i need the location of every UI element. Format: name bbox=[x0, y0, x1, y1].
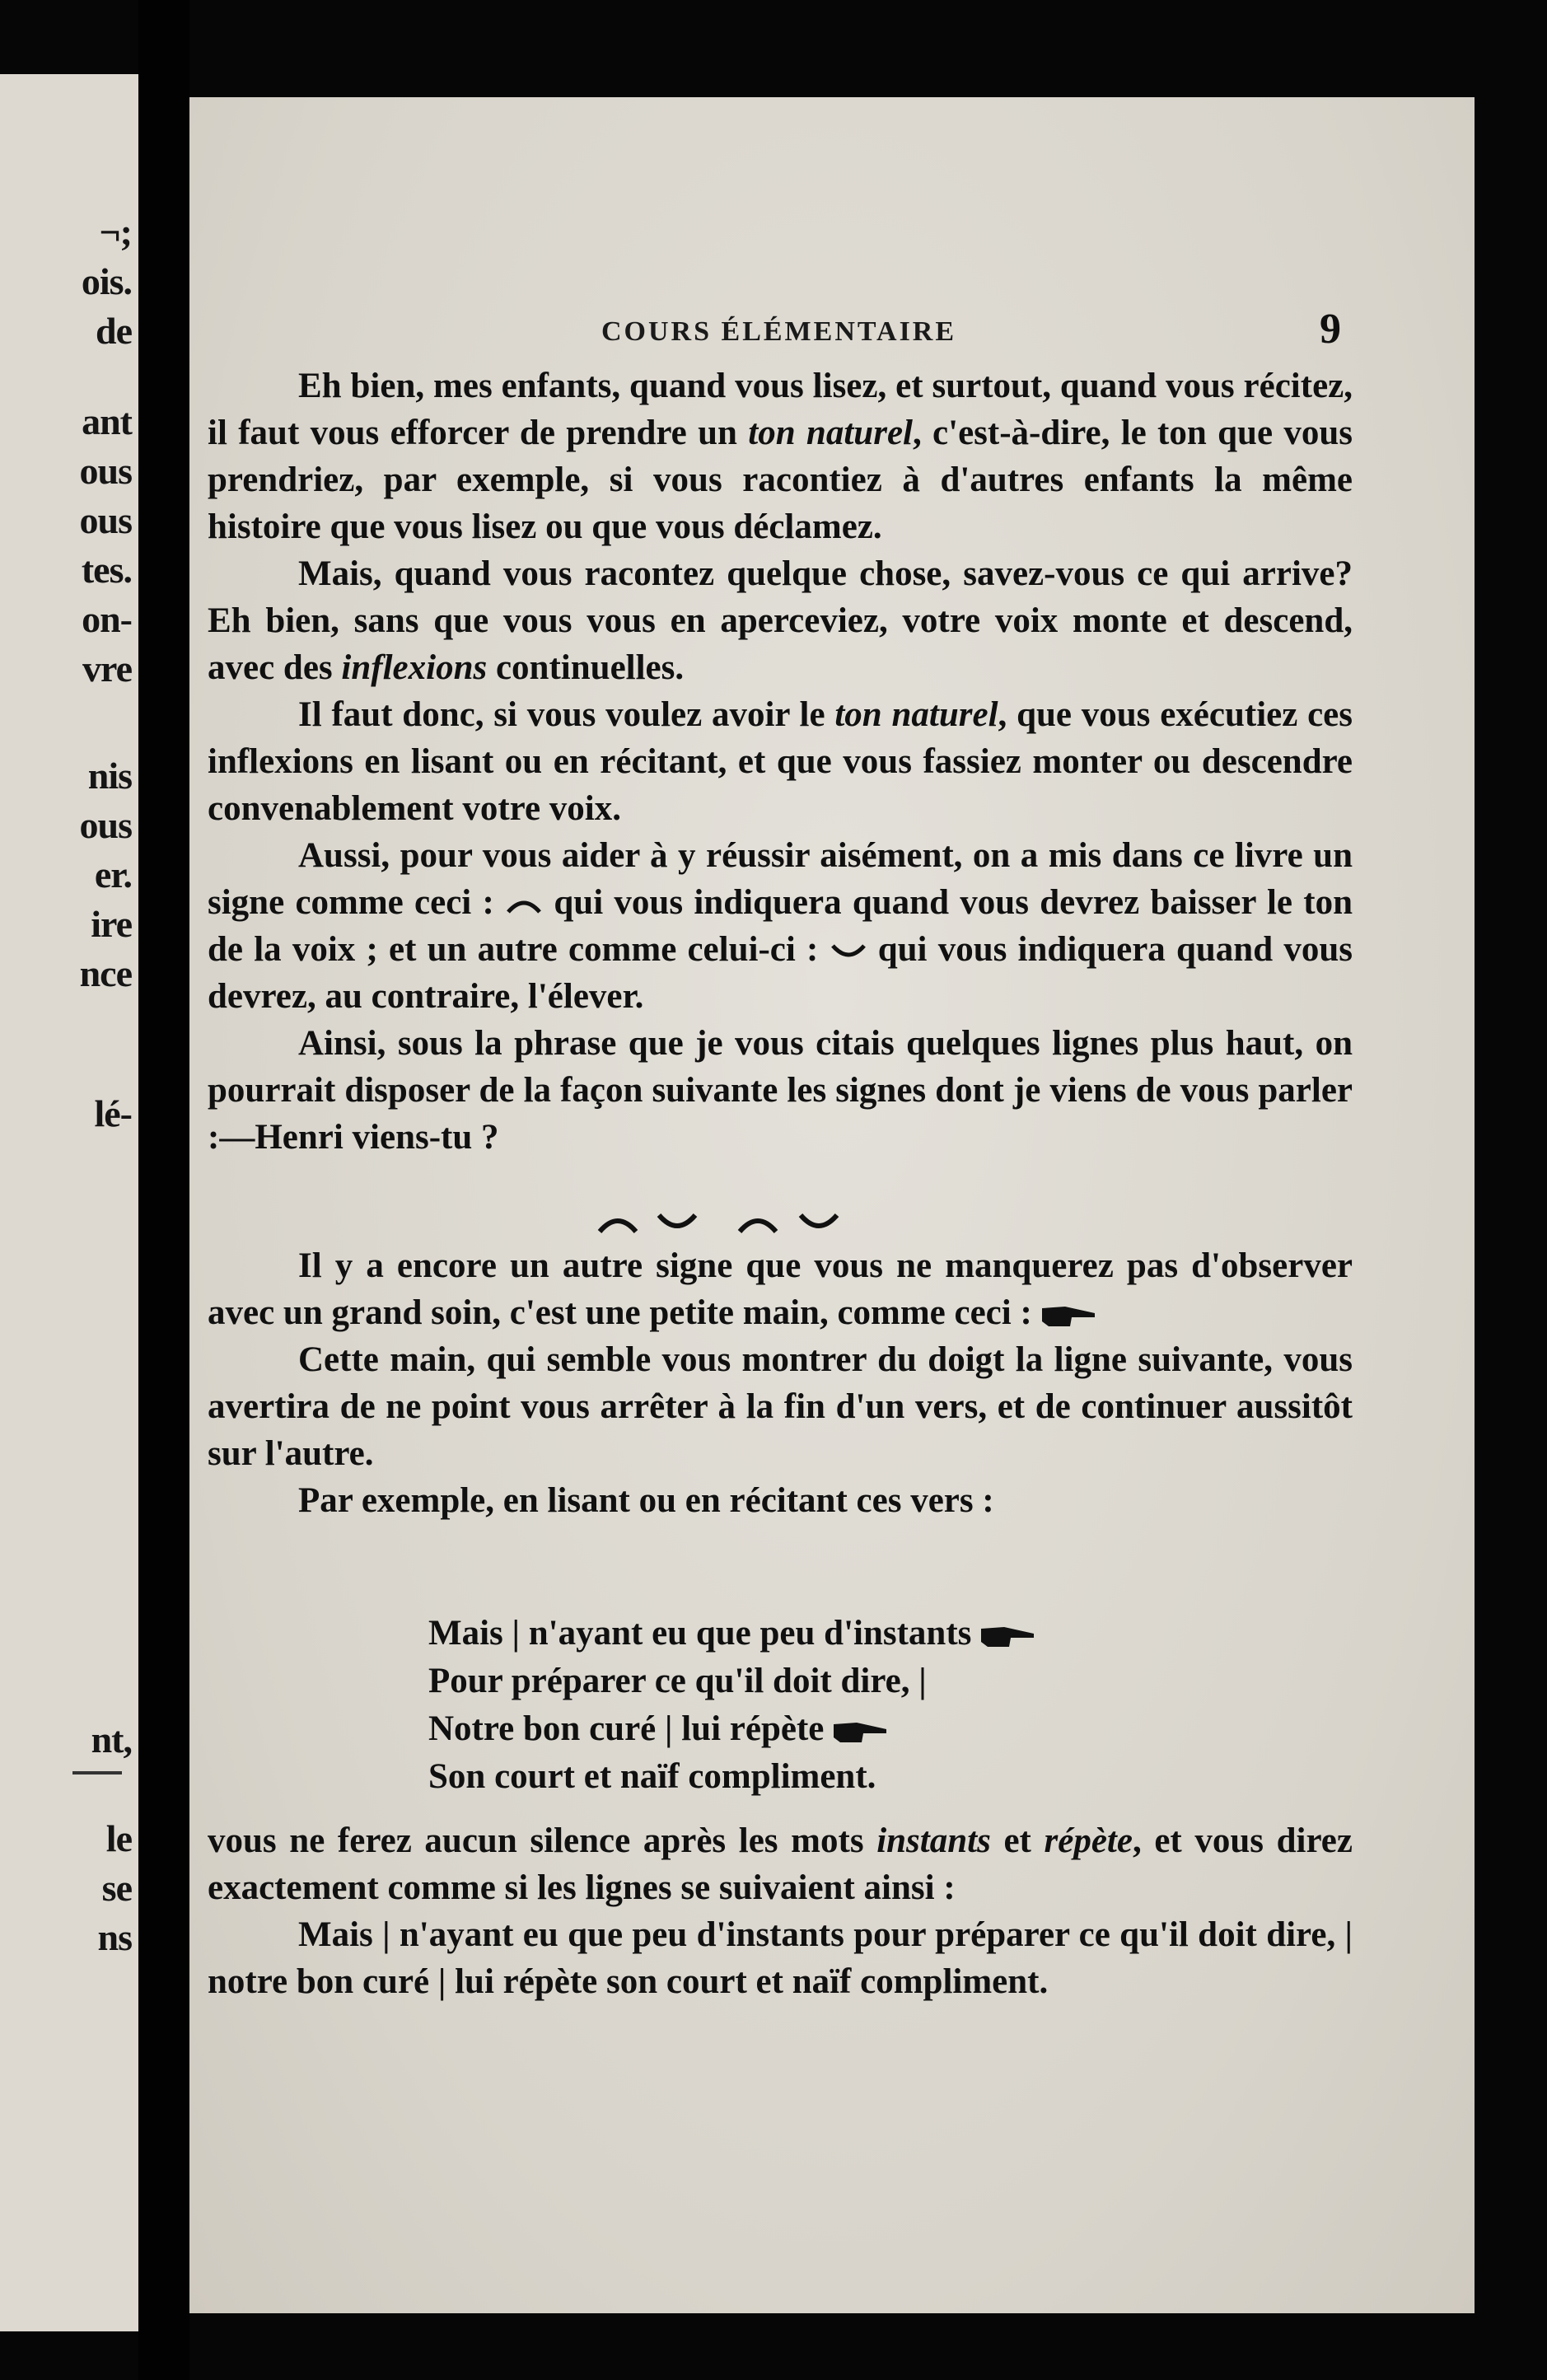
text-run: qui vous indiquera quand vous devrez, au contraire, l'élever. bbox=[208, 930, 1353, 1016]
paragraph: Mais | n'ayant eu que peu d'instants pour préparer ce qu'il doit dire, | notre bon curé | lui répète son court et naïf compliment. bbox=[208, 1915, 1353, 2001]
margin-fragment: er. bbox=[94, 853, 132, 895]
paragraph bbox=[208, 691, 1353, 832]
paragraph bbox=[208, 550, 1353, 691]
book-gutter bbox=[138, 0, 189, 2380]
margin-fragment: ous bbox=[79, 804, 132, 846]
paragraph bbox=[208, 362, 1353, 550]
text-run: Notre bon curé | lui répète bbox=[428, 1709, 825, 1748]
text-run: vous ne ferez aucun silence après les mots bbox=[208, 1821, 877, 1860]
margin-fragment: nt, bbox=[91, 1718, 132, 1760]
paragraph: Par exemple, en lisant ou en récitant ces vers : bbox=[298, 1481, 994, 1520]
italic-term: ton naturel bbox=[748, 414, 913, 452]
margin-fragment: ant bbox=[82, 400, 132, 442]
margin-fragment: nce bbox=[79, 952, 132, 994]
paragraph bbox=[208, 1817, 1353, 1911]
pointing-hand-icon bbox=[979, 1622, 1037, 1650]
text-run: Mais, quand vous racontez quelque chose, savez-vous ce qui arrive? Eh bien, sans que vous vous en aperceviez, votre voix monte et descend, avec des bbox=[208, 554, 1353, 687]
text-run: Eh bien, mes enfants, quand vous lisez, et surtout, quand vous récitez, il faut vous efforcer de prendre un bbox=[208, 367, 1353, 452]
pointing-hand-icon bbox=[1040, 1302, 1098, 1330]
margin-fragment: ous bbox=[79, 499, 132, 541]
margin-fragment: ns bbox=[97, 1916, 132, 1958]
page-number: 9 bbox=[1320, 306, 1341, 353]
running-title: COURS ÉLÉMENTAIRE bbox=[601, 316, 957, 347]
page-header bbox=[189, 306, 1475, 359]
margin-fragment: on- bbox=[82, 598, 132, 640]
inflexion-signs-row bbox=[593, 1207, 865, 1244]
margin-rule bbox=[72, 1771, 122, 1774]
inflexion-signs-icon bbox=[593, 1207, 865, 1240]
body-text-block-3 bbox=[208, 1817, 1353, 2005]
text-run: Il faut donc, si vous voulez avoir le bbox=[298, 695, 835, 734]
body-text-block-1 bbox=[208, 362, 1353, 1161]
text-run: continuelles. bbox=[487, 648, 685, 687]
book-page bbox=[189, 97, 1475, 2313]
margin-fragment: de bbox=[96, 310, 132, 352]
text-run: Aussi, pour vous aider à y réussir aisément, on a mis dans ce livre un signe comme ceci : bbox=[208, 836, 1353, 922]
paragraph bbox=[208, 832, 1353, 1020]
text-run: et bbox=[990, 1821, 1045, 1860]
margin-fragment: ¬; bbox=[99, 211, 132, 253]
arc-up-sign-icon bbox=[830, 942, 867, 962]
body-text-block-2 bbox=[208, 1242, 1353, 1524]
margin-fragment: se bbox=[101, 1867, 132, 1909]
pointing-hand-icon bbox=[832, 1718, 890, 1746]
margin-fragment: lé- bbox=[94, 1092, 132, 1134]
margin-fragment: le bbox=[105, 1817, 132, 1859]
italic-term: ton naturel bbox=[834, 695, 998, 734]
paragraph: Cette main, qui semble vous montrer du doigt la ligne suivante, vous avertira de ne point vous arrêter à la fin d'un vers, et de continuer aussitôt sur l'autre. bbox=[208, 1340, 1353, 1473]
margin-fragment: vre bbox=[82, 648, 132, 690]
arc-down-sign-icon bbox=[505, 895, 543, 915]
italic-term: instants bbox=[876, 1821, 991, 1860]
italic-term: répète bbox=[1044, 1821, 1133, 1860]
text-run: , et vous direz exactement comme si les lignes se suivaient ainsi : bbox=[208, 1821, 1353, 1907]
text-run: qui vous indiquera quand vous devrez baisser le ton de la voix ; et un autre comme celui-ci : bbox=[208, 883, 1353, 969]
margin-fragment: nis bbox=[87, 755, 132, 797]
text-run: , que vous exécutiez ces inflexions en lisant ou en récitant, et que vous fassiez monter ou descendre convenablement votre voix. bbox=[208, 695, 1353, 828]
verse-line bbox=[428, 1705, 1037, 1753]
margin-fragment: ire bbox=[91, 903, 132, 945]
text-run: , c'est-à-dire, le ton que vous prendriez, par exemple, si vous racontiez à d'autres enfants la même histoire que vous lisez ou que vous déclamez. bbox=[208, 414, 1353, 546]
margin-fragment: ois. bbox=[81, 260, 132, 302]
verse-line bbox=[428, 1610, 1037, 1658]
margin-fragment: tes. bbox=[81, 549, 132, 591]
text-run: Mais | n'ayant eu que peu d'instants bbox=[428, 1614, 972, 1653]
verse-line: Son court et naïf compliment. bbox=[428, 1757, 876, 1796]
paragraph bbox=[208, 1242, 1353, 1336]
verse-example bbox=[428, 1610, 1037, 1801]
italic-term: inflexions bbox=[341, 648, 488, 687]
paragraph: Ainsi, sous la phrase que je vous citais quelques lignes plus haut, on pourrait disposer de la façon suivante les signes dont je viens de vous parler :—Henri viens-tu ? bbox=[208, 1024, 1353, 1157]
text-run: Il y a encore un autre signe que vous ne manquerez pas d'observer avec un grand soin, c'est une petite main, comme ceci : bbox=[208, 1246, 1353, 1332]
margin-fragment: ous bbox=[79, 450, 132, 492]
verse-line: Pour préparer ce qu'il doit dire, | bbox=[428, 1662, 927, 1700]
previous-page-edge bbox=[0, 74, 138, 2331]
